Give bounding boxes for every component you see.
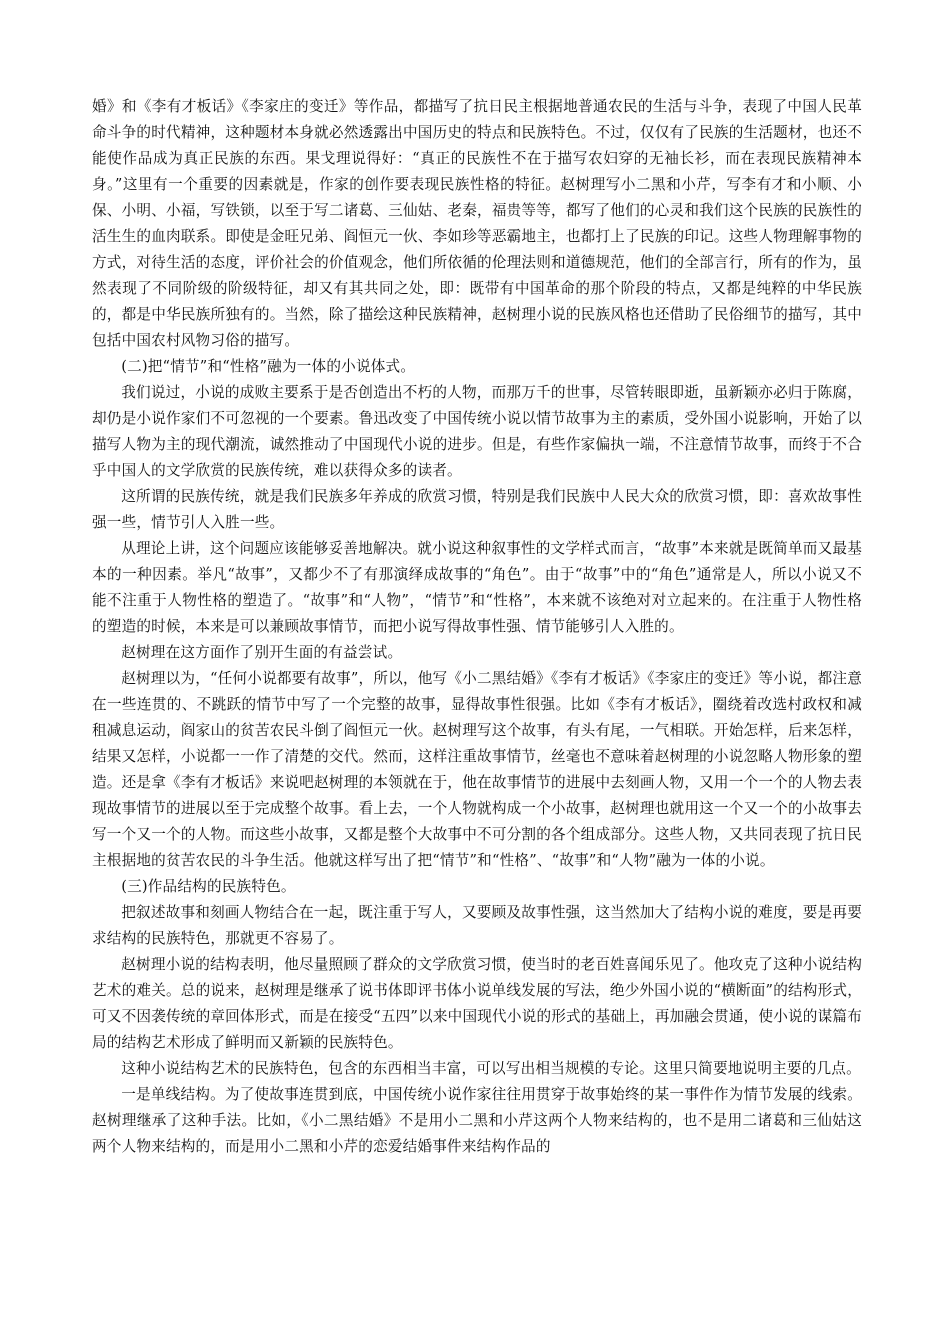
paragraph-1: 婚》和《李有才板话》《李家庄的变迁》等作品，都描写了抗日民主根据地普通农民的生活与斗争，表现了中国人民革命斗争的时代精神，这种题材本身就必然透露出中国历史的特点和民族特色。不过，仅仅有了民族的生活题材，也还不能使作品成为真正民族的东西。果戈理说得好：“真正的民族性不在于描写农妇穿的无袖长衫，而在表现民族精神本身。”这里有一个重要的因素就是，作家的创作要表现民族性格的特征。赵树理写小二黑和小芹，写李有才和小顺、小保、小明、小福，写铁锁，以至于写二诸葛、三仙姑、老秦，福贵等等，都写了他们的心灵和我们这个民族的民族性的活生生的血肉联系。即使是金旺兄弟、阎恒元一伙、李如珍等恶霸地主，也都打上了民族的印记。这些人物理解事物的方式，对待生活的态度，评价社会的价值观念，他们所依循的伦理法则和道德规范，他们的全部言行，所有的作为，虽然表现了不同阶级的阶级特征，却又有其共同之处，即：既带有中国革命的那个阶段的特点，又都是纯粹的中华民族的，都是中华民族所独有的。当然，除了描绘这种民族精神，赵树理小说的民族风格也还借助了民俗细节的描写，其中包括中国农村风物习俗的描写。 [92,98,862,349]
paragraph-5: 赵树理在这方面作了别开生面的有益尝试。 [121,644,403,661]
section-heading-2: (二)把“情节”和“性格”融为一体的小说体式。 [121,358,416,375]
document-page [92,94,862,1160]
paragraph-3: 这所谓的民族传统，就是我们民族多年养成的欣赏习惯，特别是我们民族中人民大众的欣赏习惯，即：喜欢故事性强一些，情节引人入胜一些。 [92,488,862,531]
section-heading-3: (三)作品结构的民族特色。 [121,878,296,895]
paragraph-7: 把叙述故事和刻画人物结合在一起，既注重于写人，又要顾及故事性强，这当然加大了结构小说的难度，要是再要求结构的民族特色，那就更不容易了。 [92,904,862,947]
paragraph-2: 我们说过，小说的成败主要系于是否创造出不朽的人物，而那万千的世事，尽管转眼即逝，虽新颖亦必归于陈腐，却仍是小说作家们不可忽视的一个要素。鲁迅改变了中国传统小说以情节故事为主的素质，受外国小说影响，开始了以描写人物为主的现代潮流，诚然推动了中国现代小说的进步。但是，有些作家偏执一端，不注意情节故事，而终于不合乎中国人的文学欣赏的民族传统，难以获得众多的读者。 [92,384,862,479]
paragraph-9: 这种小说结构艺术的民族特色，包含的东西相当丰富，可以写出相当规模的专论。这里只简要地说明主要的几点。 [121,1060,861,1077]
paragraph-6: 赵树理以为，“任何小说都要有故事”，所以，他写《小二黑结婚》《李有才板话》《李家庄的变迁》等小说，都注意在一些连贯的、不跳跃的情节中写了一个完整的故事，显得故事性很强。比如《李有才板话》，圈绕着改选村政权和减租减息运动，阎家山的贫苦农民斗倒了阎恒元一伙。赵树理写这个故事，有头有尾，一气相联。开始怎样，后来怎样，结果又怎样，小说都一一作了清楚的交代。然而，这样注重故事情节，丝毫也不意味着赵树理的小说忽略人物形象的塑造。还是拿《李有才板话》来说吧赵树理的本领就在于，他在故事情节的进展中去刻画人物，又用一个一个的人物去表现故事情节的进展以至于完成整个故事。看上去，一个人物就构成一个小故事，赵树理也就用这一个又一个的小故事去写一个又一个的人物。而这些小故事，又都是整个大故事中不可分割的各个组成部分。这些人物，又共同表现了抗日民主根据地的贫苦农民的斗争生活。他就这样写出了把“情节”和“性格”、“故事”和“人物”融为一体的小说。 [92,670,862,869]
paragraph-10: 一是单线结构。为了使故事连贯到底，中国传统小说作家往往用贯穿于故事始终的某一事件作为情节发展的线索。赵树理继承了这种手法。比如，《小二黑结婚》不是用小二黑和小芹这两个人物来结构的，也不是用二诸葛和三仙姑这两个人物来结构的，而是用小二黑和小芹的恋爱结婚事件来结构作品的 [92,1086,862,1155]
paragraph-4: 从理论上讲，这个问题应该能够妥善地解决。就小说这种叙事性的文学样式而言，“故事”本来就是既简单而又最基本的一种因素。举凡“故事”，又都少不了有那演绎成故事的“角色”。由于“故事”中的“角色”通常是人，所以小说又不能不注重于人物性格的塑造了。“故事”和“人物”，“情节”和“性格”，本来就不该绝对对立起来的。在注重于人物性格的塑造的时候，本来是可以兼顾故事情节，而把小说写得故事性强、情节能够引人入胜的。 [92,540,862,635]
paragraph-8: 赵树理小说的结构表明，他尽量照顾了群众的文学欣赏习惯，使当时的老百姓喜闻乐见了。他攻克了这种小说结构艺术的难关。总的说来，赵树理是继承了说书体即评书体小说单线发展的写法，绝少外国小说的“横断面”的结构形式，可又不因袭传统的章回体形式，而是在接受“五四”以来中国现代小说的形式的基础上，再加融会贯通，使小说的谋篇布局的结构艺术形成了鲜明而又新颖的民族特色。 [92,956,862,1051]
